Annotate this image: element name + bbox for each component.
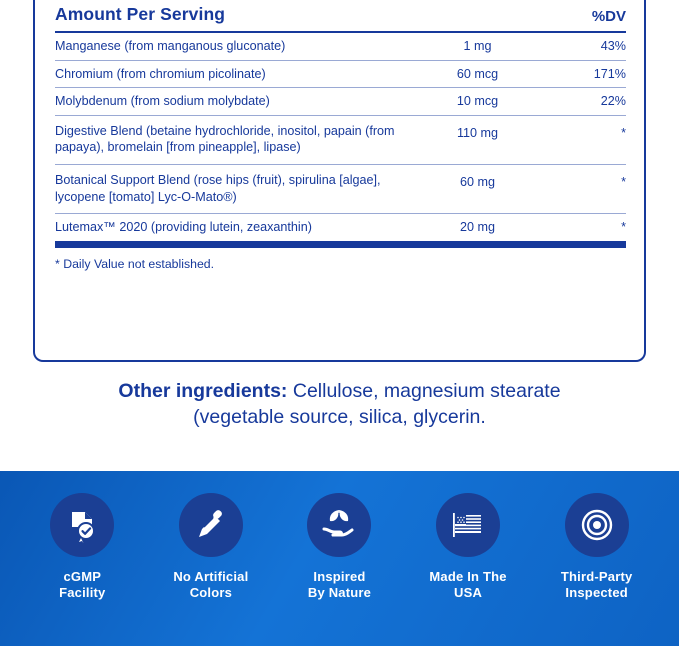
supplement-facts-panel xyxy=(33,0,646,362)
nutrient-dv: 43% xyxy=(546,33,626,60)
other-ingredients xyxy=(0,378,679,431)
leaf-in-hand-icon xyxy=(307,493,371,557)
nutrient-dv: * xyxy=(546,165,626,214)
nutrient-amount: 110 mg xyxy=(409,115,546,164)
badge-label-line-2: Inspected xyxy=(565,585,628,601)
badge-label-line-1: Made In The xyxy=(429,569,507,584)
other-ingredients-text-1: Cellulose, magnesium stearate xyxy=(287,380,561,402)
badge-label-line-2: Facility xyxy=(59,585,106,601)
badge-label-line-2: By Nature xyxy=(307,585,372,601)
badge-no-artificial-colors xyxy=(151,493,271,602)
other-ingredients-label: Other ingredients: xyxy=(118,380,288,402)
nutrient-amount: 60 mg xyxy=(409,165,546,214)
nutrient-dv: * xyxy=(621,220,626,235)
table-row xyxy=(55,165,626,214)
panel-divider xyxy=(55,241,626,248)
nutrient-dv: 22% xyxy=(546,88,626,116)
nutrient-amount: 1 mg xyxy=(409,33,546,60)
badge-label-line-1: No Artificial xyxy=(173,569,249,584)
badge-label-line-1: Inspired xyxy=(313,569,366,584)
nutrient-dv: * xyxy=(546,115,626,164)
table-row xyxy=(55,214,626,241)
badge-label-line-1: Third-Party xyxy=(560,569,633,584)
other-ingredients-line-2: (vegetable source, silica, glycerin. xyxy=(193,406,486,429)
nutrients-table xyxy=(55,33,626,241)
badge-label-line-2: Colors xyxy=(189,585,233,601)
daily-value-header: %DV xyxy=(591,8,626,25)
supplement-facts-content xyxy=(55,0,626,271)
nutrient-amount: 20 mg xyxy=(460,220,496,235)
table-row xyxy=(55,33,626,60)
trust-badge-band xyxy=(0,471,679,646)
badge-cgmp-facility xyxy=(22,493,142,602)
nutrient-name: Digestive Blend (betaine hydrochloride, inositol, papain (from papaya), bromelain [from pineapple], lipase) xyxy=(55,115,409,164)
nutrient-name: Chromium (from chromium picolinate) xyxy=(55,60,409,88)
nutrient-name: Lutemax™ 2020 (providing lutein, zeaxanthin) xyxy=(55,220,312,235)
table-row xyxy=(55,60,626,88)
certificate-check-icon xyxy=(50,493,114,557)
badge-made-in-usa xyxy=(408,493,528,602)
amount-per-serving-header xyxy=(55,0,626,33)
nutrient-amount: 60 mcg xyxy=(409,60,546,88)
trust-badge-list xyxy=(0,471,679,602)
other-ingredients-line-1 xyxy=(0,378,679,404)
nutrient-dv: 171% xyxy=(546,60,626,88)
badge-label-line-1: cGMP xyxy=(63,569,102,584)
nutrient-name: Botanical Support Blend (rose hips (fruit), spirulina [algae], lycopene [tomato] Lyc-O-Mato®) xyxy=(55,165,409,214)
amount-per-serving-label: Amount Per Serving xyxy=(55,4,226,24)
target-shield-icon xyxy=(565,493,629,557)
badge-third-party-inspected xyxy=(537,493,657,602)
badge-inspired-by-nature xyxy=(279,493,399,602)
nutrient-name: Molybdenum (from sodium molybdate) xyxy=(55,88,409,116)
daily-value-footnote: * Daily Value not established. xyxy=(55,256,215,271)
usa-flag-icon xyxy=(436,493,500,557)
nutrient-name: Manganese (from manganous gluconate) xyxy=(55,33,409,60)
table-row xyxy=(55,115,626,164)
dropper-icon xyxy=(179,493,243,557)
table-row xyxy=(55,88,626,116)
nutrient-amount: 10 mcg xyxy=(409,88,546,116)
badge-label-line-2: USA xyxy=(454,585,483,601)
